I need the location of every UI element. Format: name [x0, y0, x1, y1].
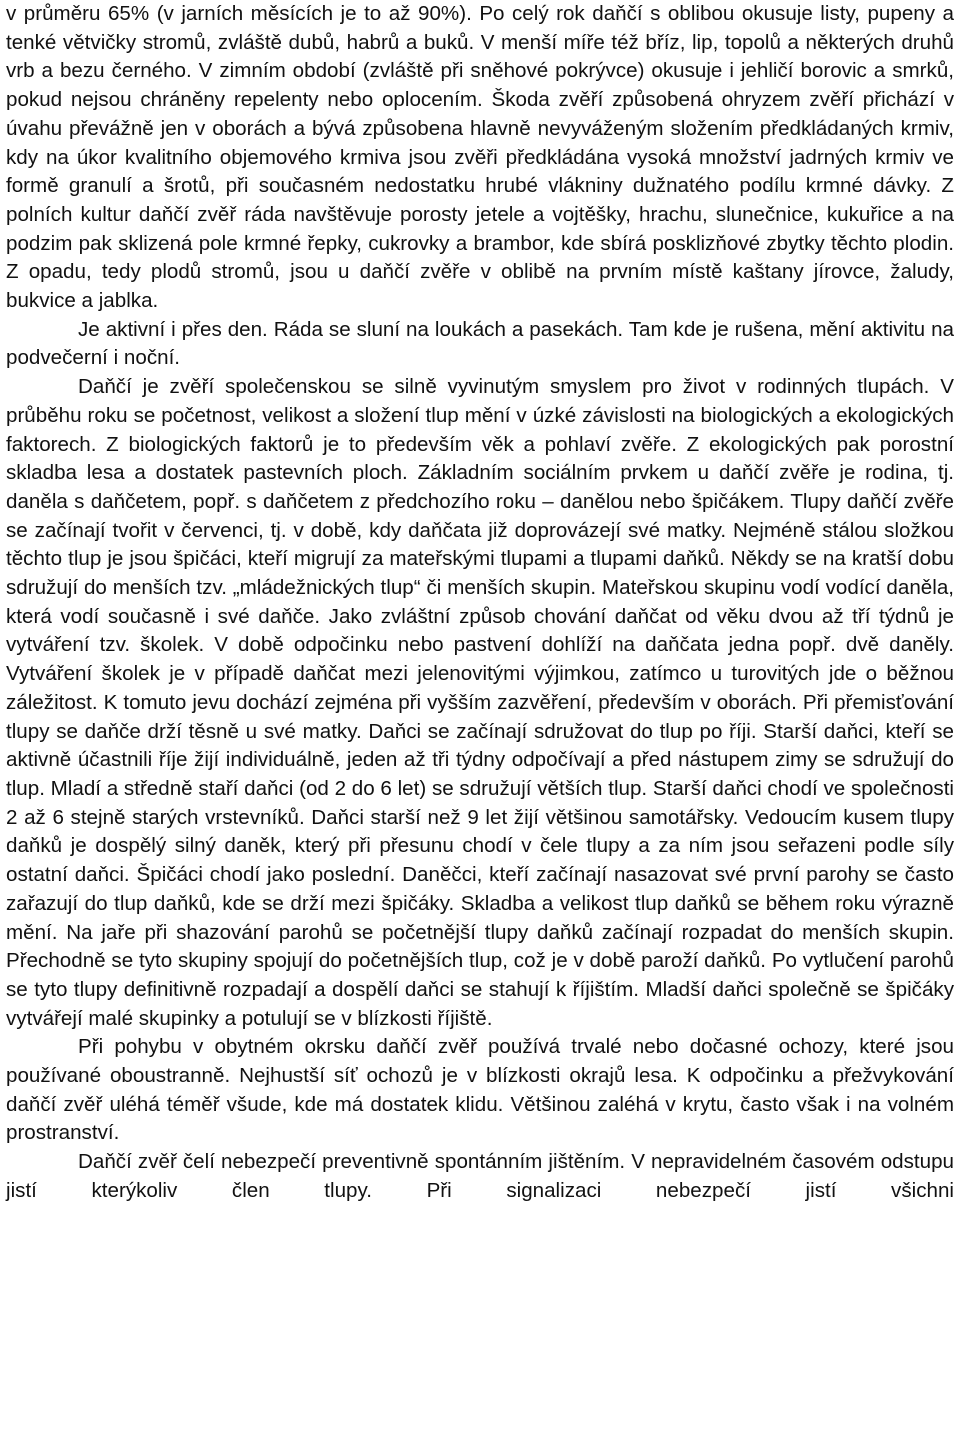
paragraph-social-groups: Daňčí je zvěří společenskou se silně vyvinutým smyslem pro život v rodinných tlupách. V průběhu roku se početnost, velikost a složení tlup mění v úzké závislosti na biologických a ekologických faktorech. Z biologických faktorů je to především věk a pohlaví zvěře. Z ekologických pak porostní skladba lesa a dostatek pastevních ploch. Základním sociálním prvkem u daňčí zvěře je rodina, tj. daněla s daňčetem, popř. s daňčetem z předchozího roku – danělou nebo špičákem. Tlupy daňčí zvěře se začínají tvořit v červenci, tj. v době, kdy daňčata již doprovázejí své matky. Nejméně stálou složkou těchto tlup je jsou špičáci, kteří migrují za mateřskými tlupami a tlupami daňků. Někdy se na kratší dobu sdružují do menších tzv. „mládežnických tlup“ či menších skupin. Mateřskou skupinu vodí vodící daněla, která vodí současně i své daňče. Jako zvláštní způsob chování daňčat od věku dvou až tří týdnů je vytváření tzv. školek. V době odpočinku nebo pastvení dohlíží na daňčata jedna popř. dvě daněly. Vytváření školek je v případě daňčat mezi jelenovitými výjimkou, zatímco u turovitých jde o běžnou záležitost. K tomuto jevu dochází zejména při vyšším zazvěření, především v oborách. Při přemisťování tlupy se daňče drží těsně u své matky. Daňci se začínají sdružovat do tlup po říji. Starší daňci, kteří se aktivně účastnili říje žijí individuálně, jeden až tři týdny odpočívají a před nástupem zimy se sdružují do tlup. Mladí a středně staří daňci (od 2 do 6 let) se sdružují větších tlup. Starší daňci chodí ve společnosti 2 až 6 stejně starých vrstevníků. Daňci starší než 9 let žijí většinou samotářsky. Vedoucím kusem tlupy daňků je dospělý silný daněk, který při přesunu chodí v čele tlupy a za ním jsou seřazeni podle síly ostatní daňci. Špičáci chodí jako poslední. Daněčci, kteří začínají nasazovat své první parohy se často zařazují do tlup daňků, kde se drží mezi špičáky. Skladba a velikost tlup daňků se během roku výrazně mění. Na jaře při shazování parohů se početnější tlupy daňků začínají rozpadat do menších skupin. Přechodně se tyto skupiny spojují do početnějších tlup, což je v době paroží daňků. Po vytlučení parohů se tyto tlupy definitivně rozpadají a dospělí daňci se stahují k říjištím. Mladší daňci společně se špičáky vytvářejí malé skupinky a potulují se v blízkosti říjiště.	[6, 375, 954, 1030]
paragraph-vigilance: Daňčí zvěř čelí nebezpečí preventivně spontánním jištěním. V nepravidelném časovém odstupu jistí kterýkoliv člen tlupy. Při signalizaci nebezpečí jistí všichni	[6, 1150, 954, 1202]
paragraph-movement: Při pohybu v obytném okrsku daňčí zvěř používá trvalé nebo dočasné ochozy, které jsou používané oboustranně. Nejhustší síť ochozů je v blízkosti okrajů lesa. K odpočinku a přežvykování daňčí zvěř uléhá téměř všude, kde má dostatek klidu. Většinou zaléhá v krytu, často však i na volném prostranství.	[6, 1035, 954, 1145]
paragraph-feeding: v průměru 65% (v jarních měsících je to až 90%). Po celý rok daňčí s oblibou okusuje listy, pupeny a tenké větvičky stromů, zvláště dubů, habrů a buků. V menší míře též bříz, lip, topolů a některých druhů vrb a bezu černého. V zimním období (zvláště při sněhové pokrývce) okusuje i jehličí borovic a smrků, pokud nejsou chráněny repelenty nebo oplocením. Škoda zvěří způsobená ohryzem zvěří přichází v úvahu převážně jen v oborách a bývá způsobena hlavně nevyváženým složením předkládaných krmiv, kdy na úkor kvalitního objemového krmiva jsou zvěři předkládána vysoká množství jadrných krmiv ve formě granulí a šrotů, při současném nedostatku hrubé vlákniny dužnatého podílu krmné dávky. Z polních kultur daňčí zvěř ráda navštěvuje porosty jetele a vojtěšky, hrachu, slunečnice, kukuřice a na podzim pak sklizená pole krmné řepky, cukrovky a brambor, kde sbírá posklizňové zbytky těchto plodin. Z opadu, tedy plodů stromů, jsou u daňčí zvěře v oblibě na prvním místě kaštany jírovce, žaludy, bukvice a jablka.	[6, 2, 954, 313]
paragraph-activity: Je aktivní i přes den. Ráda se sluní na loukách a pasekách. Tam kde je rušena, mění aktivitu na podvečerní i noční.	[6, 317, 954, 370]
